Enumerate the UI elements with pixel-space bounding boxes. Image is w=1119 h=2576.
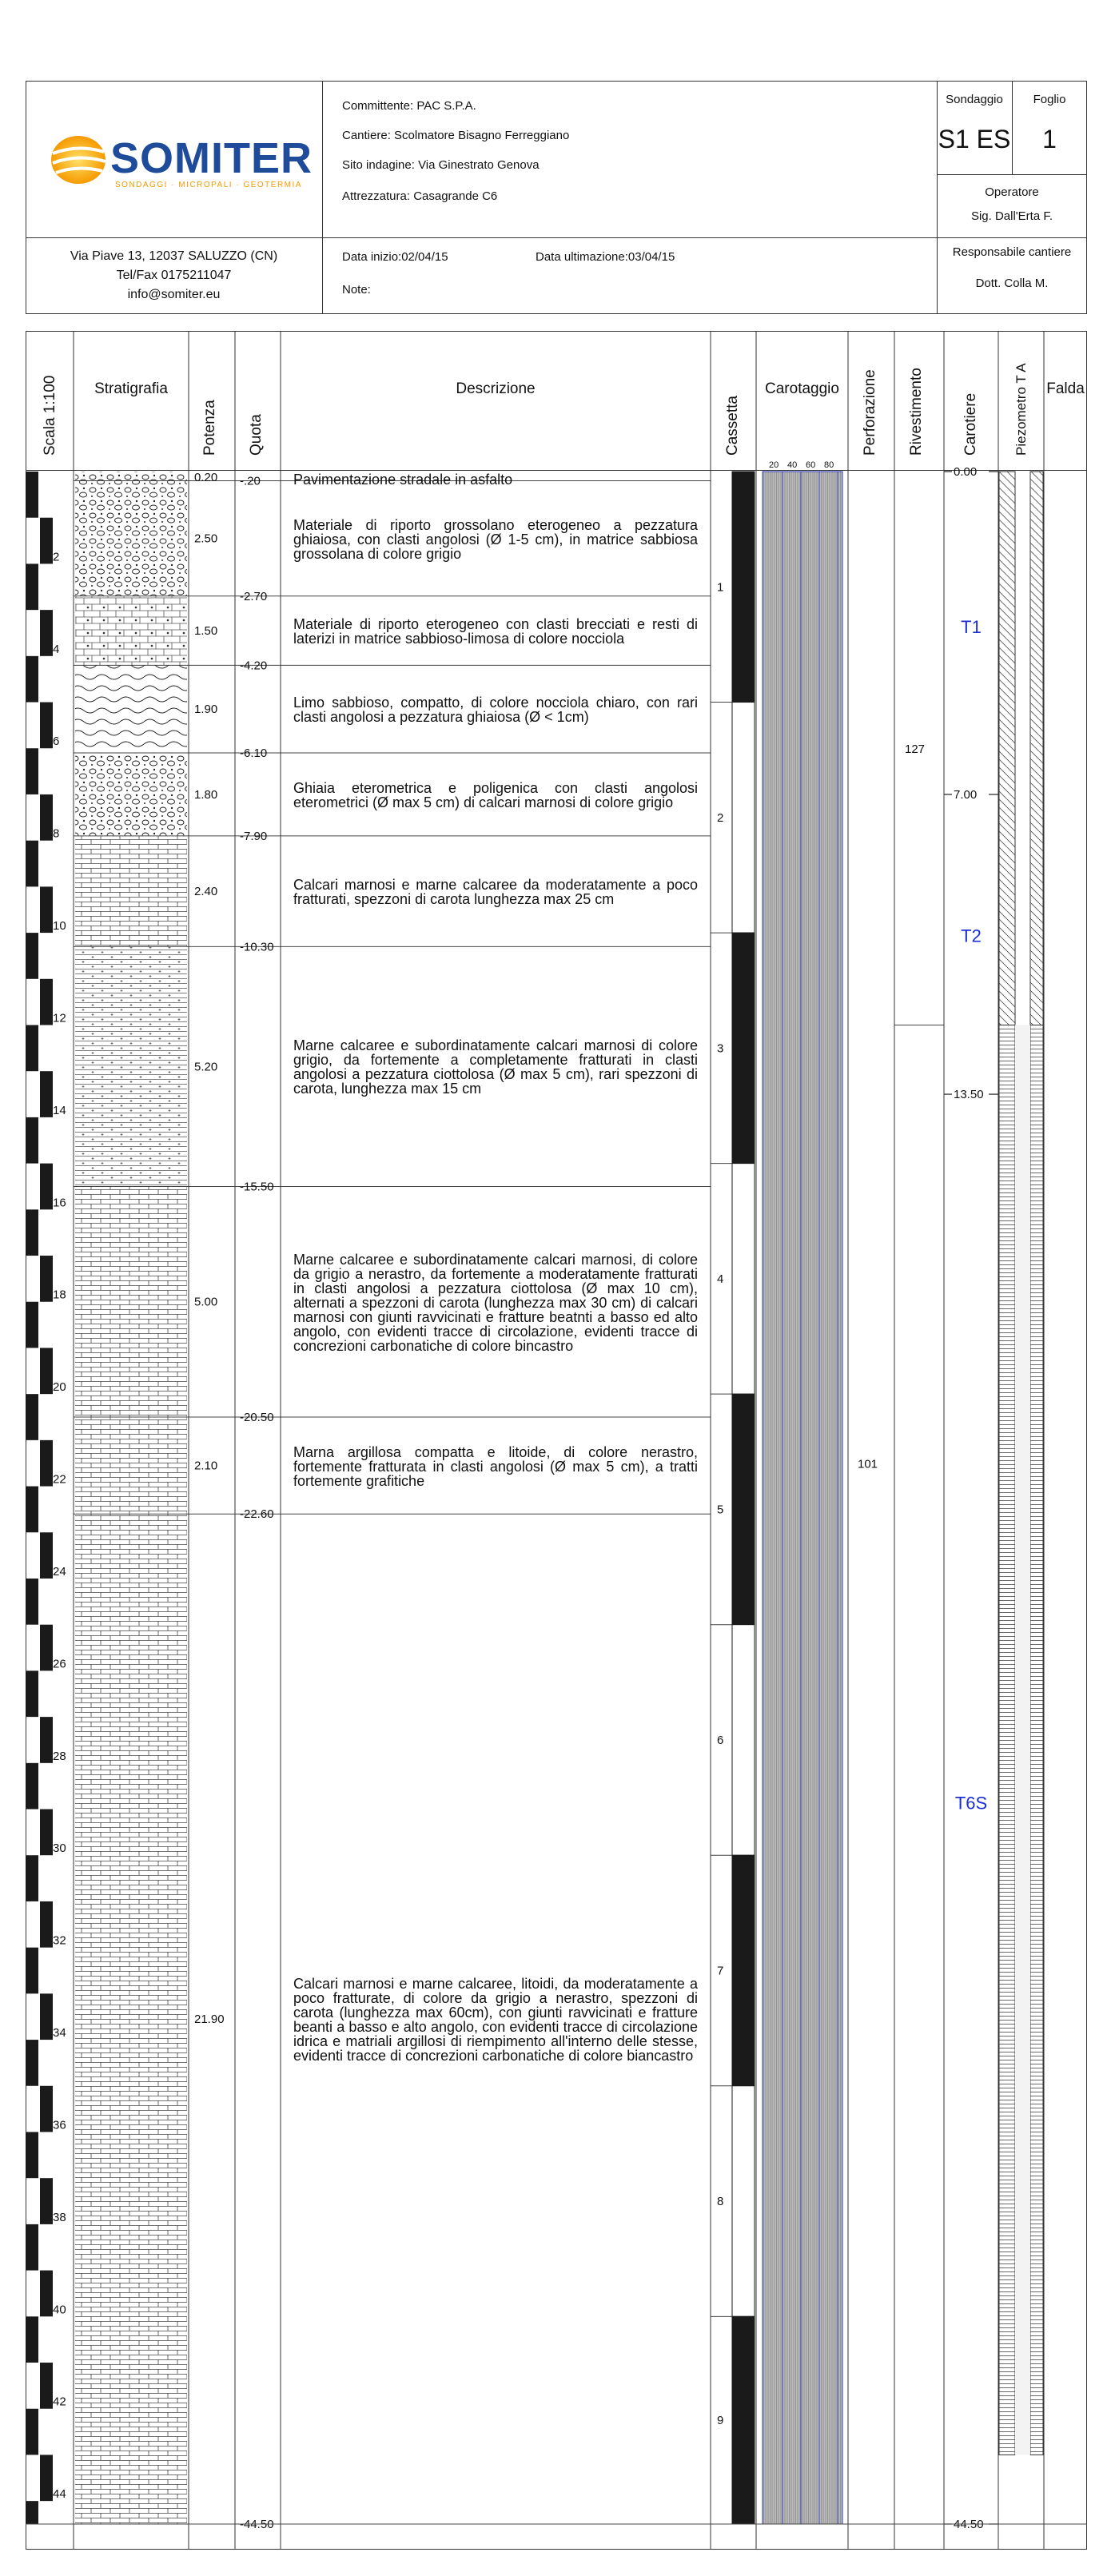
layer-description: Limo sabbioso, compatto, di colore nocciola chiaro, con rari clasti angolosi a pezzatura ghiaiosa (Ø < 1cm) — [293, 695, 698, 726]
col-header-carotaggio: Carotaggio — [765, 380, 839, 397]
quota-value: -22.60 — [240, 1507, 274, 1522]
carotiere-depth: 13.50 — [954, 1088, 984, 1102]
carotaggio-tick-20: 20 — [769, 460, 779, 470]
scale-tick-block — [26, 656, 38, 703]
scale-depth-label: 18 — [53, 1288, 66, 1302]
col-header-potenza: Potenza — [201, 400, 218, 456]
cassetta-label: 8 — [717, 2195, 724, 2209]
cassetta-label: 9 — [717, 2414, 724, 2428]
scale-tick-block — [26, 2409, 38, 2455]
col-header-quota: Quota — [248, 414, 265, 456]
scale-tick-block — [26, 1579, 38, 1625]
carotaggio-tick-60: 60 — [806, 460, 816, 470]
scale-tick-block — [26, 1117, 38, 1164]
scale-tick-block — [26, 748, 38, 794]
strat-layer-brick — [75, 836, 187, 946]
cassetta-label: 1 — [717, 580, 724, 595]
scale-tick-block — [26, 1209, 38, 1256]
committente-text: Committente: PAC S.P.A. — [342, 99, 476, 113]
col-header-rivestimento: Rivestimento — [908, 368, 925, 456]
scale-tick-block — [26, 2224, 38, 2271]
layer-description: Marne calcaree e subordinatamente calcari marnosi, di colore da grigio a nerastro, da fortemente a moderatamente fratturati in clasti angolosi a pezzatura ciottolosa (Ø max 10 cm), alternati a spezzoni di carota (lunghezza max 30 cm) di calcari marnosi con giunti ravvicinati e fratture beatnti a basso ed alto angolo, con evidenti tracce di circolazione, evidenti tracce di concrezioni carbonatiche di colore bincastro — [293, 1251, 698, 1354]
scale-tick-block — [26, 2316, 38, 2363]
quota-value: -4.20 — [240, 659, 268, 673]
logo-wordmark: SOMITER — [110, 134, 312, 182]
scale-depth-label: 36 — [53, 2118, 66, 2132]
scale-depth-label: 28 — [53, 1749, 66, 1763]
scale-tick-block — [40, 1810, 53, 1856]
cassetta-bar — [732, 1394, 755, 1625]
scale-tick-block — [40, 2178, 53, 2224]
svg-text:SONDAGGI · MICROPALI · GEOTERM: SONDAGGI · MICROPALI · GEOTERMIA — [115, 181, 302, 189]
perforazione-value: 101 — [858, 1457, 878, 1471]
scale-depth-label: 38 — [53, 2210, 66, 2224]
scale-tick-block — [40, 1717, 53, 1763]
quota-value: -10.30 — [240, 940, 274, 954]
scale-tick-block — [40, 1071, 53, 1117]
piezometro-blind-left — [999, 472, 1015, 1025]
scale-tick-block — [26, 1670, 38, 1717]
col-header-piezometro: Piezometro T A — [1013, 363, 1029, 456]
scale-tick-block — [26, 1302, 38, 1348]
potenza-value: 1.90 — [194, 703, 218, 717]
responsabile-label: Responsabile cantiere — [952, 245, 1072, 259]
scale-depth-label: 10 — [53, 919, 66, 934]
scale-tick-block — [40, 886, 53, 933]
scale-tick-block — [40, 979, 53, 1025]
strat-layer-gravel — [75, 481, 187, 596]
scale-tick-block — [40, 1348, 53, 1394]
address-line-3: info@somiter.eu — [127, 288, 221, 301]
cassetta-bar — [732, 2086, 755, 2317]
col-header-descrizione: Descrizione — [456, 380, 536, 397]
layer-description: Marne calcaree e subordinatamente calcari marnosi di colore grigio, da fortemente a completamente fratturati in clasti angolosi a pezzatura ciottolosa (Ø max 5 cm), rari spezzoni di carota, lunghezza max 15 cm — [293, 1037, 698, 1097]
data-ultimazione: Data ultimazione:03/04/15 — [536, 250, 675, 264]
scale-tick-block — [40, 1164, 53, 1210]
scale-tick-block — [40, 2363, 53, 2409]
potenza-value: 5.20 — [194, 1060, 218, 1074]
attrezzatura-text: Attrezzatura: Casagrande C6 — [342, 189, 498, 203]
strat-layer-marl — [75, 946, 187, 1186]
strat-layer-brick — [75, 1417, 187, 1514]
cassetta-bar — [732, 472, 755, 703]
col-header-carotiere: Carotiere — [962, 392, 979, 456]
scale-depth-label: 32 — [53, 1933, 66, 1948]
carotiere-tool-label: T1 — [961, 616, 982, 637]
carotiere-depth: 0.00 — [954, 465, 978, 479]
potenza-value: 21.90 — [194, 2013, 225, 2027]
sondaggio-value: S1 ES — [938, 125, 1011, 153]
scale-depth-label: 6 — [53, 735, 60, 749]
scale-tick-block — [26, 1394, 38, 1440]
rivestimento-value: 127 — [905, 743, 926, 757]
scale-depth-label: 8 — [53, 826, 60, 841]
scale-tick-block — [40, 1993, 53, 2040]
carotaggio-core-fill — [763, 472, 842, 2524]
cassetta-bar — [732, 1855, 755, 2086]
scale-tick-block — [26, 1487, 38, 1533]
potenza-value: 2.10 — [194, 1459, 218, 1473]
quota-value: -2.70 — [240, 589, 268, 603]
potenza-value: 0.20 — [194, 471, 218, 484]
strat-layer-gravel — [75, 753, 187, 836]
sondaggio-label: Sondaggio — [946, 93, 1003, 106]
scale-tick-block — [40, 610, 53, 656]
quota-value: -7.90 — [240, 829, 268, 843]
scale-tick-block — [26, 933, 38, 979]
scale-tick-block — [40, 2271, 53, 2317]
layer-description: Marna argillosa compatta e litoide, di colore nerastro, fortemente fratturata in clasti angolosi (Ø max 5 cm), a tratti fortemente grafitiche — [293, 1443, 698, 1489]
scale-tick-block — [40, 1901, 53, 1948]
scale-depth-label: 16 — [53, 1196, 66, 1210]
scale-depth-label: 14 — [53, 1103, 66, 1117]
potenza-value: 1.80 — [194, 787, 218, 802]
carotiere-tool-label: T6S — [954, 1793, 988, 1814]
carotaggio-tick-80: 80 — [824, 460, 834, 470]
strat-layer-brick — [75, 1186, 187, 1417]
scale-depth-label: 34 — [53, 2026, 66, 2040]
layer-description: Pavimentazione stradale in asfalto — [293, 472, 513, 488]
scale-tick-block — [40, 518, 53, 564]
scale-depth-label: 24 — [53, 1564, 66, 1579]
scale-depth-label: 42 — [53, 2395, 66, 2409]
col-header-falda: Falda — [1046, 380, 1085, 397]
col-header-cassetta: Cassetta — [724, 396, 741, 456]
scale-tick-block — [40, 2086, 53, 2132]
note-label: Note: — [342, 283, 371, 297]
foglio-value: 1 — [1042, 125, 1057, 153]
scale-tick-block — [26, 1948, 38, 1994]
cassetta-label: 5 — [717, 1503, 724, 1517]
potenza-value: 2.50 — [194, 532, 218, 546]
cassetta-bar — [732, 1164, 755, 1395]
quota-value: -44.50 — [240, 2518, 274, 2531]
scale-tick-block — [40, 1625, 53, 1671]
quota-value: -20.50 — [240, 1411, 274, 1425]
address-line-2: Tel/Fax 0175211047 — [116, 269, 232, 282]
sito-text: Sito indagine: Via Ginestrato Genova — [342, 158, 540, 172]
strat-layer-asphalt — [75, 472, 187, 481]
cassetta-label: 3 — [717, 1041, 724, 1056]
potenza-value: 2.40 — [194, 885, 218, 899]
scale-tick-block — [40, 1440, 53, 1487]
data-inizio: Data inizio:02/04/15 — [342, 250, 448, 264]
strat-layer-silt — [75, 665, 187, 753]
cassetta-label: 6 — [717, 1733, 724, 1747]
potenza-value: 5.00 — [194, 1295, 218, 1309]
carotiere-depth: 44.50 — [954, 2518, 984, 2531]
layer-description: Materiale di riporto grossolano eterogeneo a pezzatura ghiaiosa, con clasti angolosi (Ø 1-5 cm), in matrice sabbiosa grossolana di colore grigio — [293, 516, 698, 562]
carotaggio-tick-40: 40 — [787, 460, 798, 470]
col-header-perforazione: Perforazione — [862, 369, 878, 456]
scale-tick-block — [26, 1855, 38, 1901]
scale-tick-block — [40, 703, 53, 749]
scale-depth-label: 20 — [53, 1380, 66, 1395]
cassetta-bar — [732, 1625, 755, 1856]
scale-tick-block — [40, 1532, 53, 1579]
cassetta-label: 4 — [717, 1272, 724, 1286]
quota-value: -15.50 — [240, 1180, 274, 1194]
foglio-label: Foglio — [1033, 93, 1066, 106]
scale-depth-label: 30 — [53, 1841, 66, 1856]
layer-description: Ghiaia eterometrica e poligenica con clasti angolosi eterometrici (Ø max 5 cm) di calcari marnosi di colore grigio — [293, 779, 698, 810]
carotiere-tool-label: T2 — [961, 926, 982, 946]
potenza-value: 1.50 — [194, 624, 218, 639]
scale-depth-label: 44 — [53, 2487, 66, 2502]
strat-layer-brick — [75, 1514, 187, 2524]
carotiere-depth: 7.00 — [954, 787, 978, 802]
operatore-label: Operatore — [985, 185, 1039, 199]
operatore-value: Sig. Dall'Erta F. — [970, 209, 1053, 223]
scale-tick-block — [26, 2040, 38, 2086]
scale-depth-label: 26 — [53, 1657, 66, 1671]
scale-depth-label: 4 — [53, 642, 60, 656]
cantiere-text: Cantiere: Scolmatore Bisagno Ferreggiano — [342, 129, 570, 142]
scale-tick-block — [40, 1256, 53, 1302]
scale-tick-block — [26, 563, 38, 610]
scale-depth-label: 22 — [53, 1472, 66, 1487]
scale-tick-block — [40, 794, 53, 841]
address-line-1: Via Piave 13, 12037 SALUZZO (CN) — [70, 249, 278, 263]
scale-tick-block — [26, 2501, 38, 2524]
quota-value: -6.10 — [240, 747, 268, 761]
cassetta-label: 7 — [717, 1964, 724, 1978]
layer-description: Materiale di riporto eterogeneo con clasti brecciati e resti di laterizi in matrice sabbioso-limosa di colore nocciola — [293, 616, 698, 647]
cassetta-bar — [732, 933, 755, 1164]
scale-tick-block — [26, 841, 38, 887]
scale-depth-label: 12 — [53, 1011, 66, 1025]
piezometro-filter-pack — [1015, 1025, 1030, 2455]
piezometro-screen-right — [1030, 1025, 1043, 2455]
scale-tick-block — [40, 2455, 53, 2501]
scale-tick-block — [26, 472, 38, 518]
scale-depth-label: 40 — [53, 2303, 66, 2317]
strat-layer-fill — [75, 596, 187, 666]
quota-value: -.20 — [240, 474, 261, 488]
scale-tick-block — [26, 1763, 38, 1810]
piezometro-blind-right — [1030, 472, 1043, 1025]
piezometro-screen-left — [999, 1025, 1015, 2455]
col-header-scala: Scala 1:100 — [42, 375, 58, 456]
scale-tick-block — [26, 1025, 38, 1071]
cassetta-label: 2 — [717, 810, 724, 825]
scale-tick-block — [26, 2132, 38, 2178]
scale-depth-label: 2 — [53, 550, 60, 564]
cassetta-bar — [732, 703, 755, 934]
layer-description: Calcari marnosi e marne calcaree, litoidi, da moderatamente a poco fratturate, di colore da grigio a nerastro, spezzoni di carota (lunghezza max 60cm), con giunti ravvicinati e fratture beanti a basso e alto angolo, con evidenti tracce di circolazione idrica e matriali argillosi di riempimento all'interno delle stesse, evidenti tracce di concrezioni carbonatiche di colore biancastro — [293, 1976, 698, 2064]
col-header-stratigrafia: Stratigrafia — [94, 380, 168, 397]
responsabile-value: Dott. Colla M. — [975, 277, 1049, 290]
layer-description: Calcari marnosi e marne calcaree da moderatamente a poco fratturati, spezzoni di carota lunghezza max 25 cm — [293, 877, 698, 908]
cassetta-bar — [732, 2316, 755, 2524]
